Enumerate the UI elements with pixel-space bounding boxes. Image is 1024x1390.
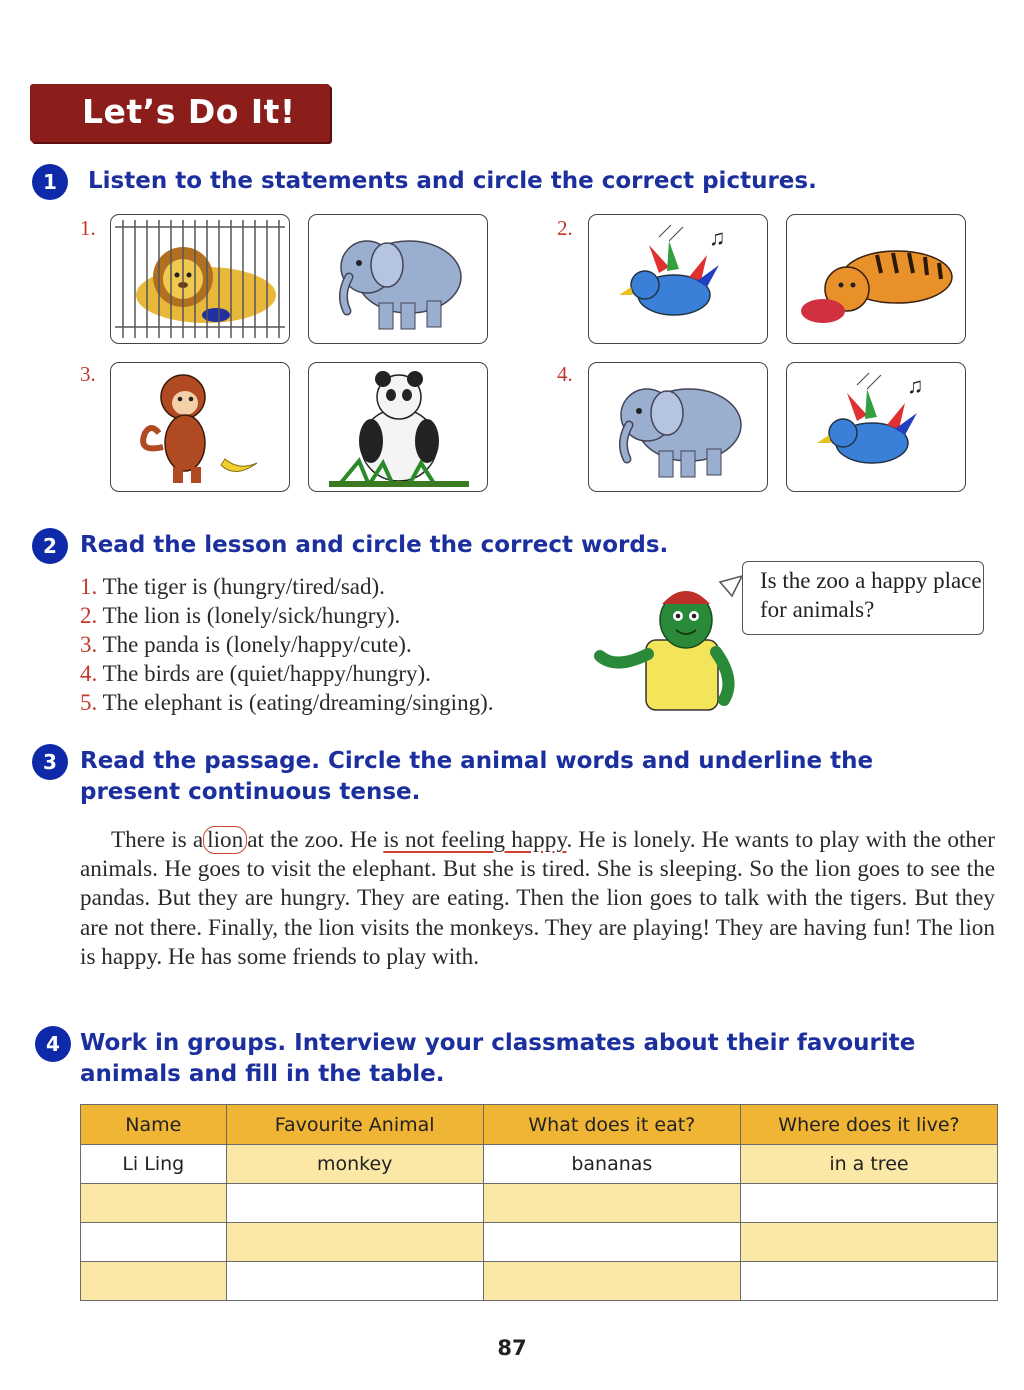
svg-text:♫: ♫ (709, 225, 726, 250)
statement-text: The lion is (lonely/sick/hungry). (102, 603, 401, 628)
section-4-heading-line2: animals and fill in the table. (80, 1061, 445, 1087)
picture-singing-bird-2[interactable] (786, 362, 966, 492)
statement-1 (80, 572, 385, 601)
item-3-label: 3. (80, 362, 96, 386)
picture-elephant[interactable] (308, 214, 488, 344)
passage-part-2: at the zoo. He (247, 827, 384, 853)
statement-number: 5. (80, 690, 98, 715)
statement-text: The tiger is (hungry/tired/sad). (102, 574, 385, 599)
table-row (81, 1184, 998, 1223)
passage-part-3: . He is lonely. He wants to play with the other animals. He goes to visit the elephant. But she is tired. She is sleeping. So the lion goes to see the pandas. But they are hungry. They are eating. Then the lion goes to talk with the tigers. But they are not there. Finally, the lion visits the monkeys. They are playing! They are having fun! The lion is happy. He has some friends to play with. (80, 827, 996, 970)
table-row (81, 1145, 998, 1184)
statement-text: The birds are (quiet/happy/hungry). (102, 661, 431, 686)
section-3-heading-line1: Read the passage. Circle the animal words and underline the (80, 748, 874, 774)
speech-bubble-text: Is the zoo a happy place for animals? (760, 568, 982, 622)
table-header-row (81, 1105, 998, 1145)
section-3-badge: 3 (32, 744, 68, 780)
header-where-does-it-live: Where does it live? (740, 1105, 997, 1145)
table-cell[interactable] (740, 1262, 997, 1301)
section-1-heading: Listen to the statements and circle the correct pictures. (88, 168, 817, 194)
section-1-badge: 1 (32, 164, 68, 200)
section-4-badge: 4 (35, 1026, 71, 1062)
item-4-label: 4. (557, 362, 573, 386)
item-1-label: 1. (80, 216, 96, 240)
table-cell[interactable] (226, 1184, 483, 1223)
statement-3 (80, 630, 412, 659)
table-cell[interactable] (483, 1223, 740, 1262)
statement-5 (80, 688, 493, 717)
page-number: 87 (497, 1336, 527, 1360)
section-2-heading: Read the lesson and circle the correct words. (80, 532, 669, 558)
section-2-badge: 2 (32, 528, 68, 564)
statement-number: 3. (80, 632, 98, 657)
cartoon-character-illustration (586, 570, 746, 720)
picture-singing-bird[interactable] (588, 214, 768, 344)
statement-4 (80, 659, 431, 688)
header-what-does-it-eat: What does it eat? (483, 1105, 740, 1145)
statement-text: The elephant is (eating/dreaming/singing). (102, 690, 494, 715)
underlined-phrase: is not feeling happy (383, 827, 567, 853)
statement-text: The panda is (lonely/happy/cute). (102, 632, 412, 657)
table-cell[interactable]: monkey (226, 1145, 483, 1184)
table-cell[interactable]: Li Ling (81, 1145, 227, 1184)
statement-number: 4. (80, 661, 98, 686)
table-cell[interactable] (740, 1223, 997, 1262)
passage-part-1: There is a (111, 827, 204, 853)
picture-panda[interactable] (308, 362, 488, 492)
svg-text:♫: ♫ (907, 373, 924, 398)
table-cell[interactable] (740, 1184, 997, 1223)
table-cell[interactable] (226, 1262, 483, 1301)
picture-elephant-2[interactable] (588, 362, 768, 492)
picture-tiger[interactable] (786, 214, 966, 344)
table-cell[interactable]: in a tree (740, 1145, 997, 1184)
statement-number: 2. (80, 603, 98, 628)
table-cell[interactable] (81, 1184, 227, 1223)
item-2-label: 2. (557, 216, 573, 240)
table-cell[interactable] (483, 1262, 740, 1301)
table-cell[interactable] (483, 1184, 740, 1223)
section-3-heading-line2: present continuous tense. (80, 779, 421, 805)
section-4-heading-line1: Work in groups. Interview your classmates about their favourite (80, 1030, 916, 1056)
table-row (81, 1262, 998, 1301)
header-favourite-animal: Favourite Animal (226, 1105, 483, 1145)
table-row (81, 1223, 998, 1262)
header-name: Name (81, 1105, 227, 1145)
reading-passage (80, 826, 995, 972)
table-cell[interactable] (226, 1223, 483, 1262)
table-cell[interactable]: bananas (483, 1145, 740, 1184)
table-cell[interactable] (81, 1223, 227, 1262)
picture-monkey[interactable] (110, 362, 290, 492)
banner-title: Let’s Do It! (82, 92, 296, 131)
interview-table (80, 1104, 998, 1301)
table-cell[interactable] (81, 1262, 227, 1301)
statement-2 (80, 601, 400, 630)
circled-word: lion (203, 826, 247, 854)
statement-number: 1. (80, 574, 98, 599)
picture-lion-cage[interactable] (110, 214, 290, 344)
